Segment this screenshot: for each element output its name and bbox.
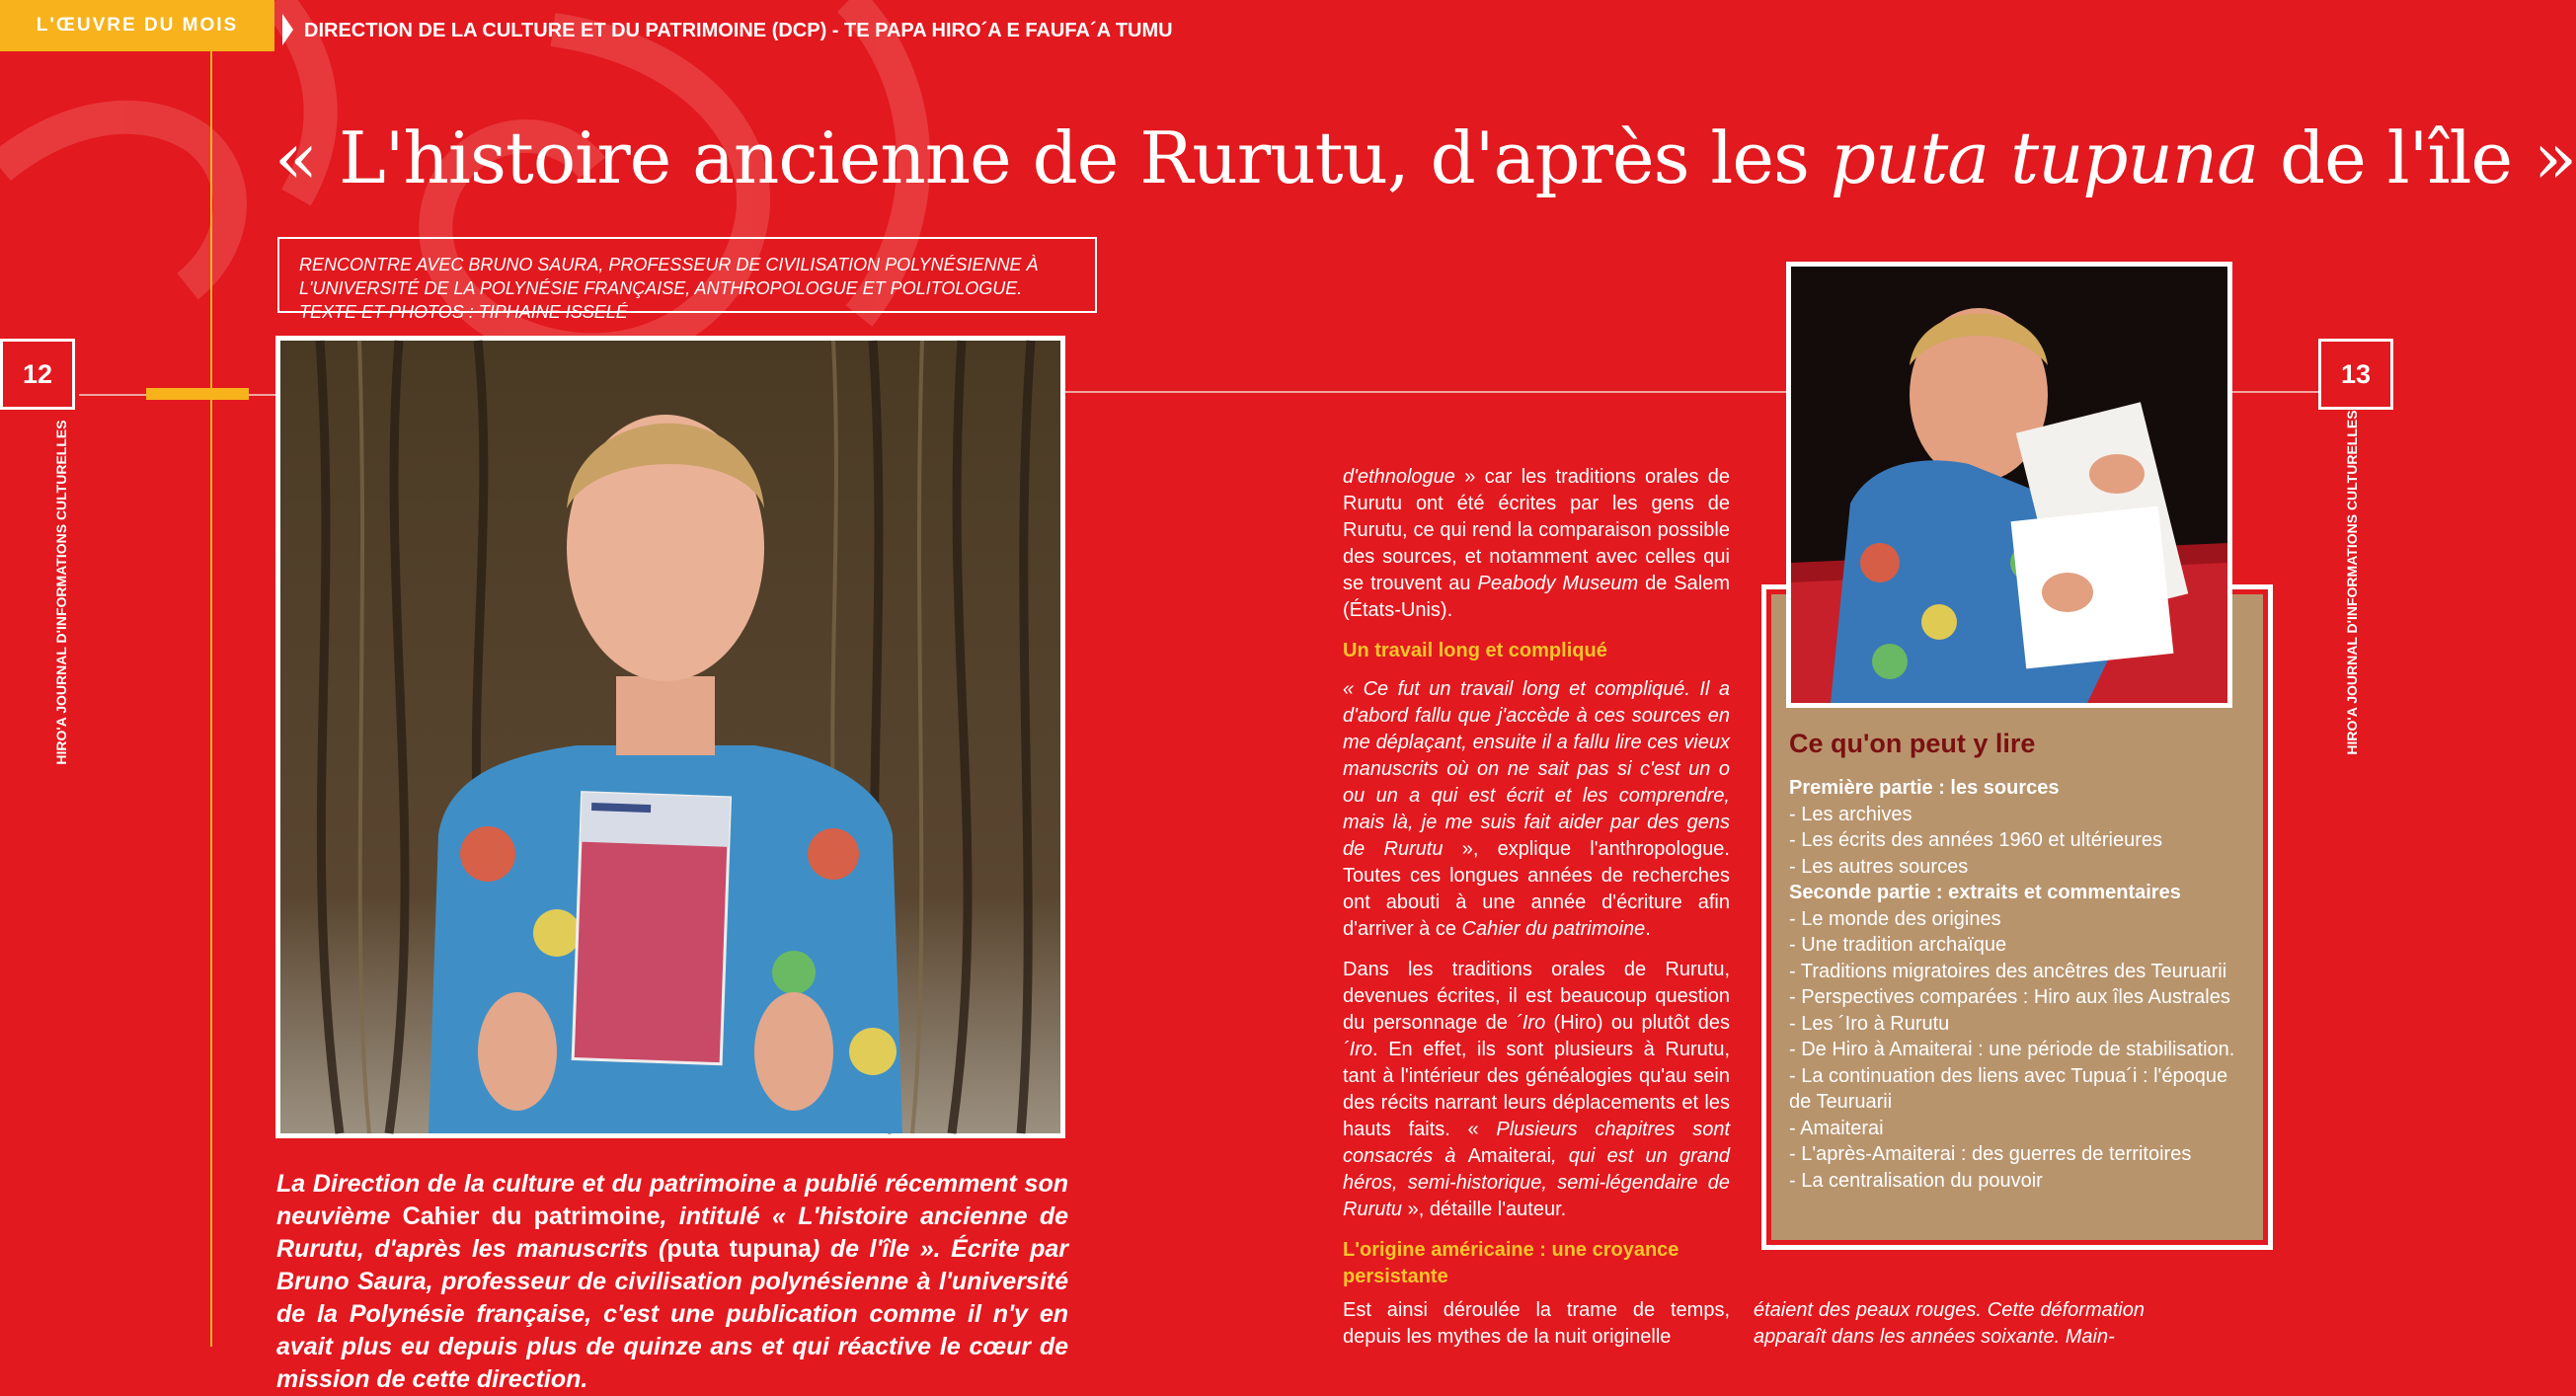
list-item: - Les écrits des années 1960 et ultérieures [1789, 829, 2162, 851]
right-rule [1065, 391, 1786, 393]
list-item: - La centralisation du pouvoir [1789, 1169, 2043, 1192]
paragraph-2: « Ce fut un travail long et compliqué. Il a d'abord fallu que j'accède à ces sources en me déplaçant, ensuite il a fallu lire ces vieux manuscrits où on ne sait pas si c'est un o ou un a qui est écrit et les comprendre, mais là, je me suis fait aider par des gens de Rurutu », explique l'anthropologue. Toutes ces longues années de recherches ont abouti à une année d'écriture afin d'arriver à ce Cahier du patrimoine. [1343, 678, 1730, 940]
list-item: - Traditions migratoires des ancêtres des Teuruarii [1789, 960, 2227, 982]
column-bottom-left: Est ainsi déroulée la trame de temps, depuis les mythes de la nuit originelle [1343, 1299, 1730, 1348]
list-item: - Perspectives comparées : Hiro aux îles Australes [1789, 986, 2230, 1008]
article-column [1343, 464, 1730, 1302]
title-italic: puta tupuna [1830, 116, 2259, 199]
subheading-2: L'origine américaine : une croyance persistante [1343, 1239, 1679, 1287]
list-item: - Les autres sources [1789, 855, 1969, 878]
list-item: - Amaiterai [1789, 1117, 1884, 1139]
list-item: - Le monde des origines [1789, 907, 2001, 930]
subheading-1: Un travail long et compliqué [1343, 640, 1607, 661]
list-item: - Une tradition archaïque [1789, 934, 2007, 956]
box-heading-2: Seconde partie : extraits et commentaires [1789, 882, 2181, 903]
list-item: - Les archives [1789, 803, 1912, 825]
list-item: - La continuation des liens avec Tupua´i : l'époque de Teuruarii [1789, 1064, 2228, 1113]
list-item: - L'après-Amaiterai : des guerres de territoires [1789, 1143, 2192, 1165]
signing-photo [1786, 262, 2232, 708]
arrow-icon [282, 14, 293, 45]
page-number-right: 13 [2318, 339, 2393, 410]
yellow-rule [146, 388, 249, 400]
list-item: - De Hiro à Amaiterai : une période de stabilisation. [1789, 1039, 2235, 1060]
left-accent-line [210, 51, 212, 1347]
intro-box: RENCONTRE AVEC BRUNO SAURA, PROFESSEUR DE CIVILISATION POLYNÉSIENNE À L'UNIVERSITÉ DE LA POLYNÉSIE FRANÇAISE, ANTHROPOLOGUE ET POLITOLOGUE. TEXTE ET PHOTOS : TIPHAINE ISSELÉ [277, 237, 1097, 313]
side-label-left: HIRO'A JOURNAL D'INFORMATIONS CULTURELLES [53, 420, 69, 765]
box-list [1789, 775, 2253, 1194]
list-item: - Les ´Iro à Rurutu [1789, 1012, 1950, 1035]
paragraph-3: Dans les traditions orales de Rurutu, devenues écrites, il est beaucoup question du personnage de ´Iro (Hiro) ou plutôt des ´Iro. En effet, ils sont plusieurs à Rurutu, tant à l'intérieur des généalogies qu'au sein des récits narrant leurs déplacements et les hauts faits. « Plusieurs chapitres sont consacrés à Amaiterai, qui est un grand héros, semi-historique, semi-légendaire de Rurutu », détaille l'auteur. [1343, 959, 1730, 1220]
article-title: « L'histoire ancienne de Rurutu, d'après les puta tupuna de l'île » [274, 116, 2576, 199]
column-bottom-right: étaient des peaux rouges. Cette déformation apparaît dans les années soixante. Main- [1754, 1299, 2145, 1348]
box-heading-1: Première partie : les sources [1789, 777, 2060, 799]
box-title: Ce qu'on peut y lire [1789, 729, 2036, 758]
section-tag: L'ŒUVRE DU MOIS [0, 0, 274, 51]
paragraph-1: d'ethnologue » car les traditions orales de Rurutu ont été écrites par les gens de Rurutu, ce qui rend la comparaison possible des sources, et notamment avec celles qui se trouvent au Peabody Museum de Salem (États-Unis). [1343, 466, 1730, 621]
side-label-right: HIRO'A JOURNAL D'INFORMATIONS CULTURELLES [2344, 410, 2360, 755]
lead-paragraph: La Direction de la culture et du patrimoine a publié récemment son neuvième Cahier du patrimoine, intitulé « L'histoire ancienne de Rurutu, d'après les manuscrits (puta tupuna) de l'île ». Écrite par Bruno Saura, professeur de civilisation polynésienne à l'université de la Polynésie française, c'est une publication comme il n'y en avait plus eu depuis plus de quinze ans et qui réactive le cœur de mission de cette direction. [276, 1170, 1069, 1393]
header-source: DIRECTION DE LA CULTURE ET DU PATRIMOINE (DCP) - TE PAPA HIRO´A E FAUFA´A TUMU [304, 20, 1173, 41]
portrait-photo [275, 336, 1065, 1138]
page-number-left: 12 [0, 339, 75, 410]
